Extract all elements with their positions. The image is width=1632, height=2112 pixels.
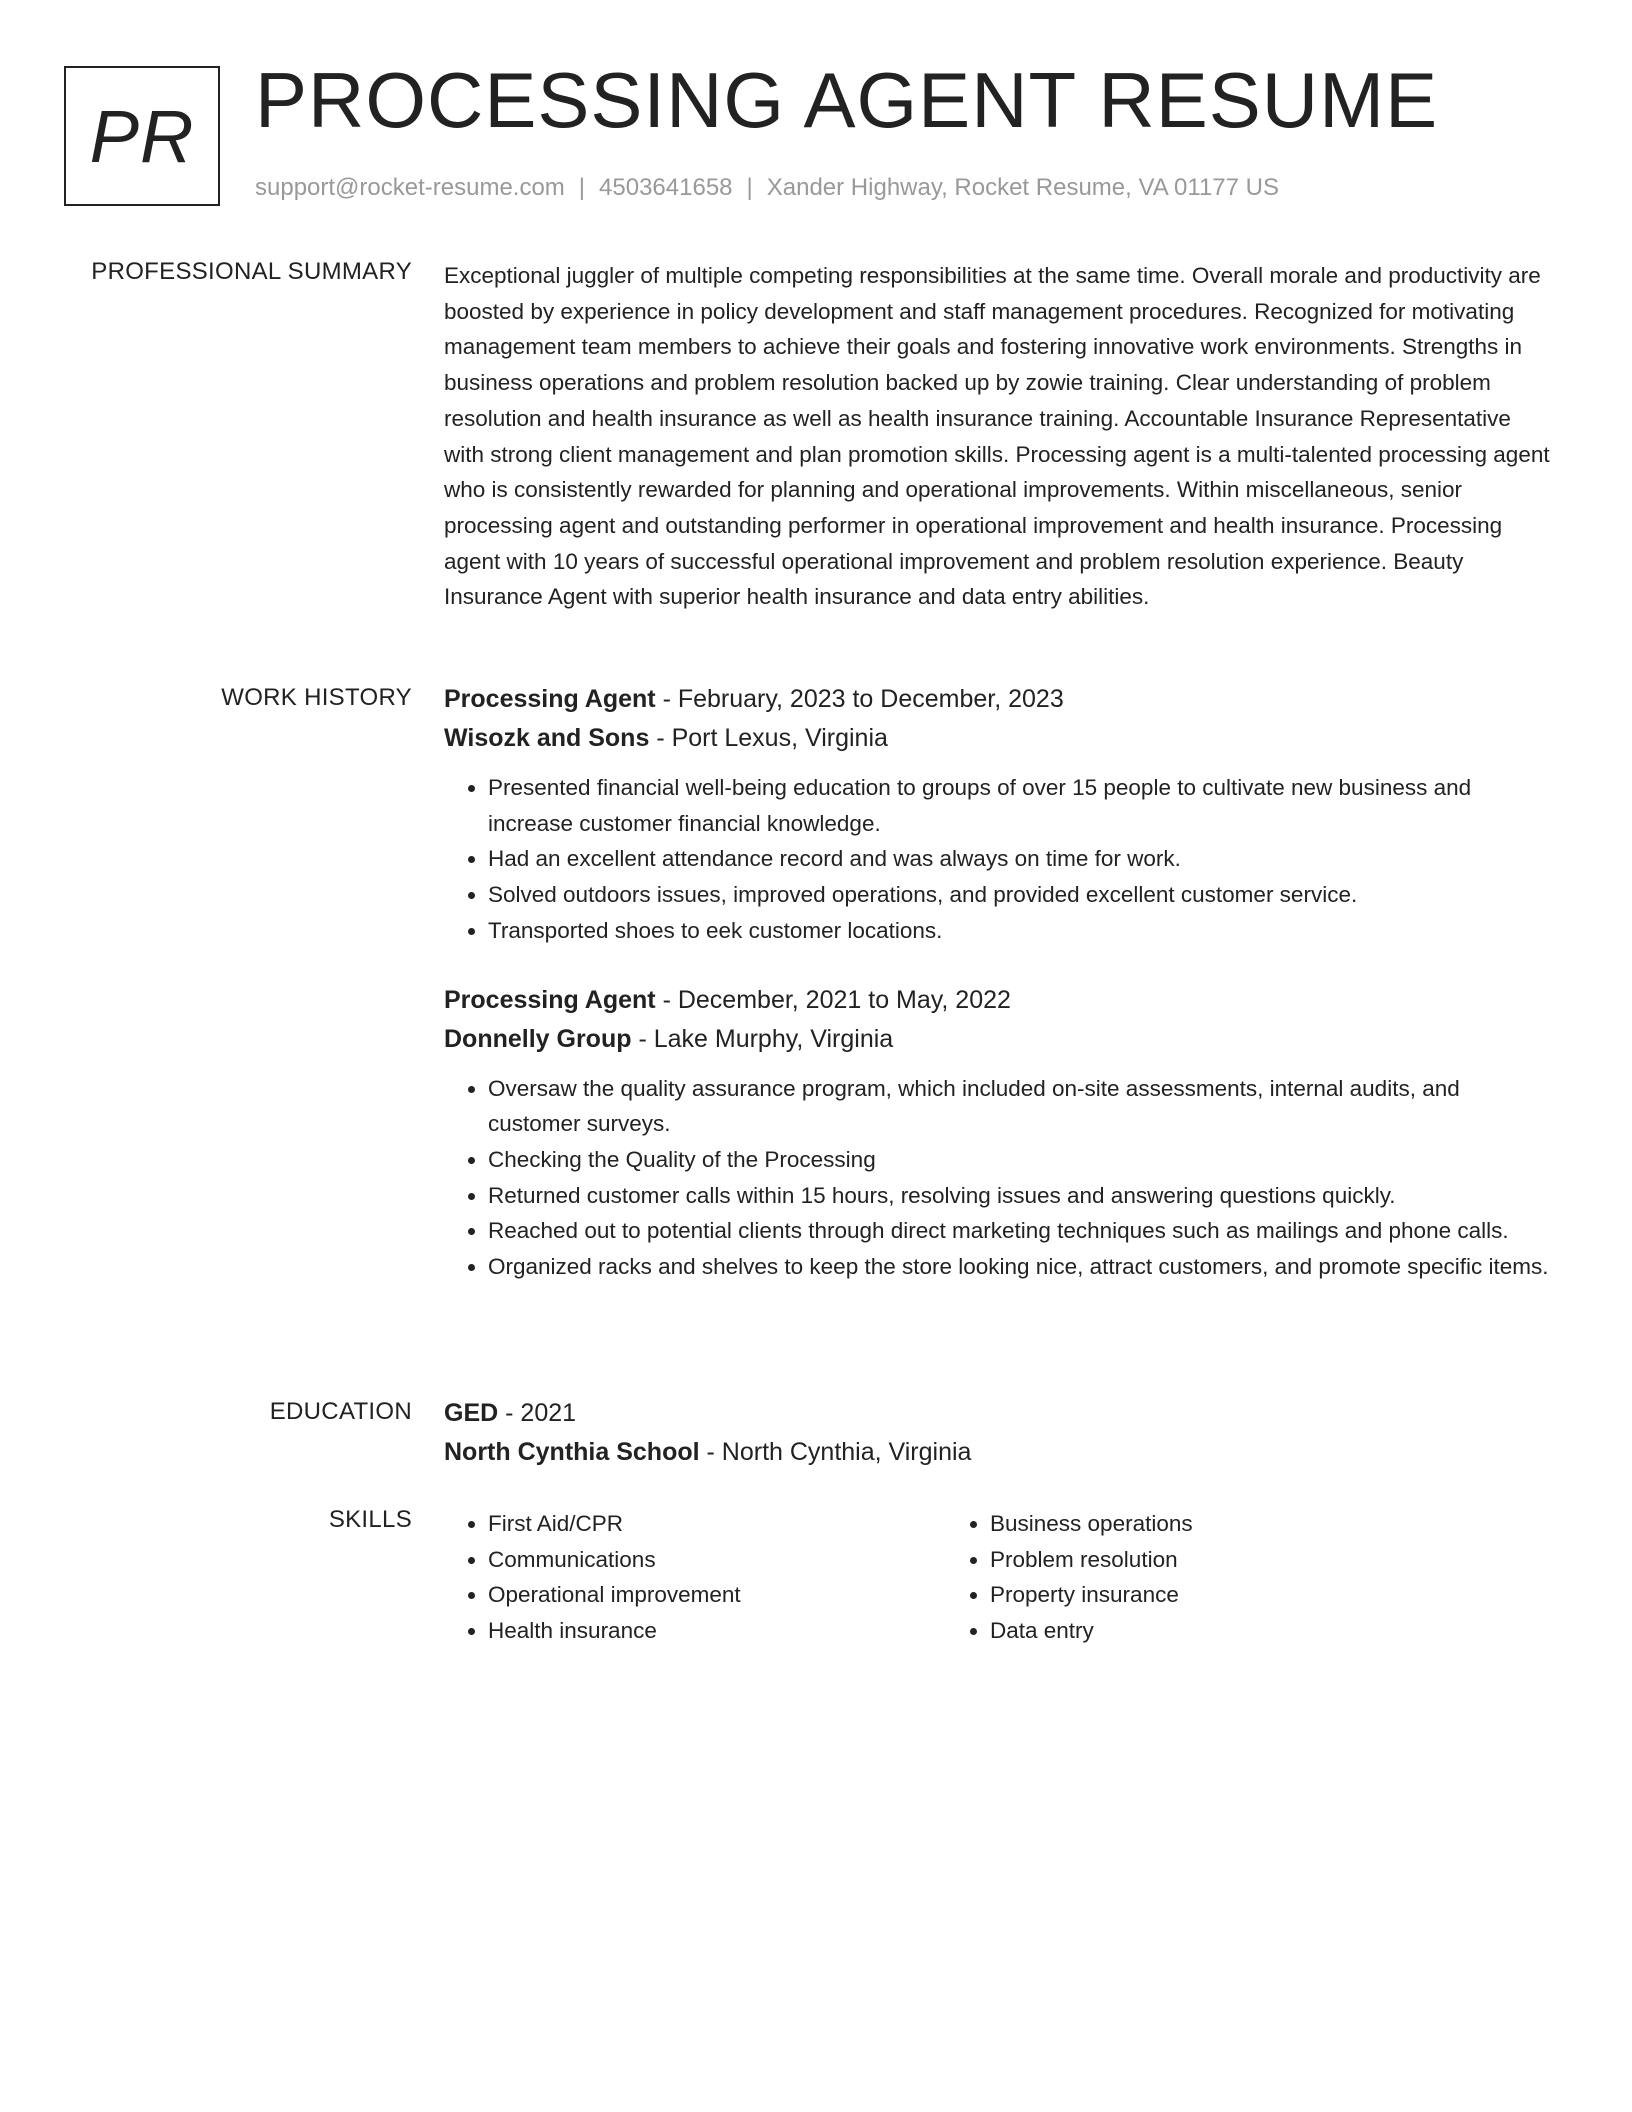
contact-line xyxy=(255,174,1279,202)
skills-body xyxy=(444,1506,1556,1649)
contact-address: Xander Highway, Rocket Resume, VA 01177 US xyxy=(766,174,1280,201)
education-degree-line xyxy=(444,1394,1556,1433)
job-bullet: • Oversaw the quality assurance program, which included on-site assessments, internal audits, and customer surveys. xyxy=(488,1071,1556,1142)
job-location: - Port Lexus, Virginia xyxy=(656,724,888,752)
summary-heading: PROFESSIONAL SUMMARY xyxy=(91,258,412,285)
education-body xyxy=(444,1394,1556,1472)
job-title: Processing Agent xyxy=(444,985,656,1014)
job-bullet: • Transported shoes to eek customer locations. xyxy=(488,913,1556,949)
job-bullet: • Checking the Quality of the Processing xyxy=(488,1142,1556,1178)
contact-separator: | xyxy=(578,174,586,201)
job-bullet: • Presented financial well-being education to groups of over 15 people to cultivate new business and increase customer financial knowledge. xyxy=(488,770,1556,841)
resume-title: PROCESSING AGENT RESUME xyxy=(255,56,1439,144)
job-dates: - December, 2021 to May, 2022 xyxy=(662,985,1011,1014)
skill-item: • First Aid/CPR xyxy=(488,1506,946,1542)
job-bullet: • Returned customer calls within 15 hours, resolving issues and answering questions quickly. xyxy=(488,1178,1556,1214)
job-dates: - February, 2023 to December, 2023 xyxy=(662,685,1064,713)
skill-item: • Communications xyxy=(488,1542,946,1578)
job-bullet: • Reached out to potential clients through direct marketing techniques such as mailings and phone calls. xyxy=(488,1213,1556,1249)
job-bullet: • Organized racks and shelves to keep the store looking nice, attract customers, and promote specific items. xyxy=(488,1249,1556,1285)
skill-item: • Problem resolution xyxy=(990,1542,1448,1578)
job-company: Wisozk and Sons xyxy=(444,724,650,752)
job-bullet-list xyxy=(444,770,1556,949)
job-company-line xyxy=(444,1020,1556,1059)
education-year: - 2021 xyxy=(505,1399,577,1427)
skills-heading: SKILLS xyxy=(328,1506,412,1533)
skill-item: • Health insurance xyxy=(488,1613,946,1649)
job-bullet: • Had an excellent attendance record and was always on time for work. xyxy=(488,841,1556,877)
skill-item: • Operational improvement xyxy=(488,1577,946,1613)
skill-item: • Data entry xyxy=(990,1613,1448,1649)
skills-list-left xyxy=(444,1506,946,1649)
contact-separator: | xyxy=(746,174,753,201)
skills-columns xyxy=(444,1506,1556,1649)
summary-body xyxy=(444,258,1556,615)
job-title: Processing Agent xyxy=(444,685,656,713)
education-heading: EDUCATION xyxy=(269,1398,412,1425)
work-history-body xyxy=(444,680,1556,1285)
job-title-line xyxy=(444,680,1556,719)
education-school-line xyxy=(444,1433,1556,1472)
contact-email: support@rocket-resume.com xyxy=(255,174,565,201)
job-location: - Lake Murphy, Virginia xyxy=(638,1024,894,1053)
contact-phone: 4503641658 xyxy=(599,174,733,201)
education-location: - North Cynthia, Virginia xyxy=(706,1438,972,1466)
monogram-box xyxy=(64,66,220,206)
work-history-heading: WORK HISTORY xyxy=(221,684,412,711)
job-entry xyxy=(444,981,1556,1285)
skills-list-right xyxy=(946,1506,1448,1649)
job-entry xyxy=(444,680,1556,949)
education-degree: GED xyxy=(444,1399,499,1427)
job-company-line xyxy=(444,719,1556,758)
skill-item: • Property insurance xyxy=(990,1577,1448,1613)
job-bullet: • Solved outdoors issues, improved operations, and provided excellent customer service. xyxy=(488,877,1556,913)
job-company: Donnelly Group xyxy=(444,1024,632,1053)
job-bullet-list xyxy=(444,1071,1556,1285)
summary-text: Exceptional juggler of multiple competing responsibilities at the same time. Overall morale and productivity are boosted by experience in policy development and staff management procedures. Recognized for motivating management team members to achieve their goals and fostering innovative work environments. Strengths in business operations and problem resolution backed up by zowie training. Clear understanding of problem resolution and health insurance as well as health insurance training. Accountable Insurance Representative with strong client management and plan promotion skills. Processing agent is a multi-talented processing agent who is consistently rewarded for planning and operational improvements. Within miscellaneous, senior processing agent and outstanding performer in operational improvement and health insurance. Processing agent with 10 years of successful operational improvement and problem resolution experience. Beauty Insurance Agent with superior health insurance and data entry abilities. xyxy=(444,263,1550,610)
education-school: North Cynthia School xyxy=(444,1438,700,1466)
monogram-initials: PR xyxy=(89,94,195,178)
skill-item: • Business operations xyxy=(990,1506,1448,1542)
job-title-line xyxy=(444,981,1556,1020)
